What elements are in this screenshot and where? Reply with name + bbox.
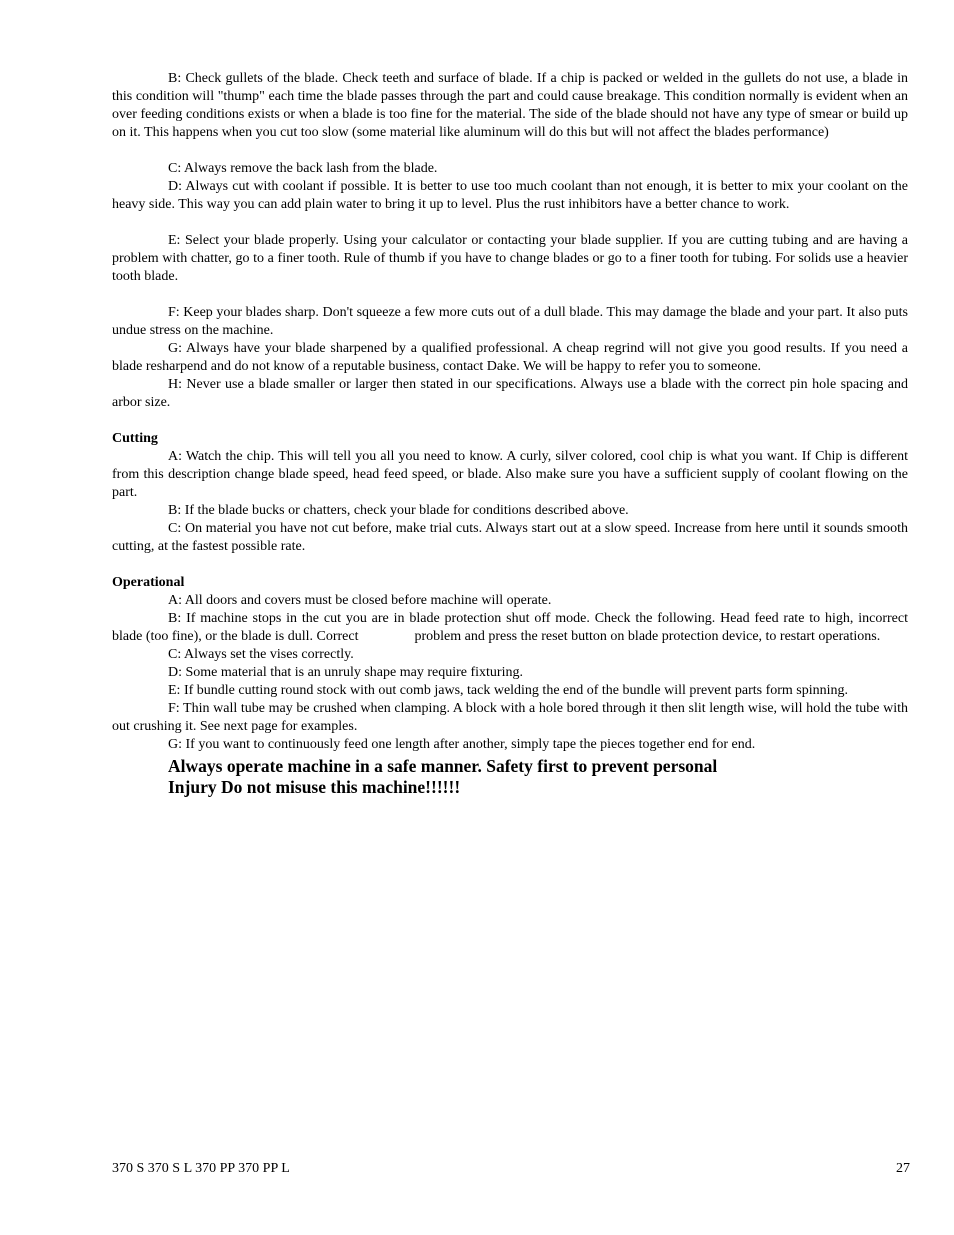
cutting-item-a: A: Watch the chip. This will tell you all you need to know. A curly, silver colored, cool chip is what you want. If Chip is different from this description change blade speed, head feed speed, or blade. Also make sure you have a sufficient supply of coolant flowing on the part. [112, 449, 908, 500]
blade-tip-d: D: Always cut with coolant if possible. It is better to use too much coolant than not enough, it is better to mix your coolant on the heavy side. This way you can add plain water to bring it up to level. Plus the rust inhibitors have a better chance to work. [112, 179, 908, 212]
blade-tip-c: C: Always remove the back lash from the blade. [168, 161, 438, 176]
safety-warning [168, 756, 908, 798]
cutting-item-c: C: On material you have not cut before, make trial cuts. Always start out at a slow speed. Increase from here until it sounds smooth cutting, at the fastest possible rate. [112, 521, 908, 554]
cutting-item-b: B: If the blade bucks or chatters, check your blade for conditions described above. [168, 503, 629, 518]
blade-tip-b: B: Check gullets of the blade. Check teeth and surface of blade. If a chip is packed or welded in the gullets do not use, a blade in this condition will "thump" each time the blade passes through the part and could cause breakage. This condition normally is evident when an over feeding conditions exists or when a blade is too fine for the material. The side of the blade should not have any type of smear or build up on it. This happens when you cut too slow (some material like aluminum will do this but will not affect the blades performance) [112, 71, 908, 140]
footer-models: 370 S 370 S L 370 PP 370 PP L [112, 1161, 290, 1176]
operational-item-b [112, 610, 908, 646]
operational-heading: Operational [112, 575, 185, 590]
safety-warning-line-1: Always operate machine in a safe manner. Safety first to prevent personal [168, 756, 718, 776]
operational-item-a: A: All doors and covers must be closed before machine will operate. [168, 593, 552, 608]
safety-warning-line-2: Injury Do not misuse this machine!!!!!! [168, 777, 461, 797]
blade-tip-g: G: Always have your blade sharpened by a qualified professional. A cheap regrind will not give you good results. If you need a blade resharpend and do not know of a reputable business, contact Dake. We will be happy to refer you to someone. [112, 341, 908, 374]
operational-item-c: C: Always set the vises correctly. [168, 647, 354, 662]
blade-tip-e: E: Select your blade properly. Using your calculator or contacting your blade supplier. If you are cutting tubing and are having a problem with chatter, go to a finer tooth. Rule of thumb if you have to change blades or go to a finer tooth for tubing. For solids use a heavier tooth blade. [112, 233, 908, 284]
operational-item-f: F: Thin wall tube may be crushed when clamping. A block with a hole bored through it then slit length wise, will hold the tube with out crushing it. See next page for examples. [112, 701, 908, 734]
page-footer [112, 1160, 910, 1178]
operational-item-b-part2: problem and press the reset button on blade protection device, to restart operations. [414, 629, 881, 644]
operational-item-e: E: If bundle cutting round stock with out comb jaws, tack welding the end of the bundle will prevent parts form spinning. [168, 683, 849, 698]
operational-item-b-part1: B: If machine stops in the cut you are in blade protection shut off mode. Check the following. Head feed rate to high, incorrect blade (too fine), or the blade is dull. Correct [112, 611, 908, 644]
operational-item-g: G: If you want to continuously feed one length after another, simply tape the pieces together end for end. [168, 737, 756, 752]
page-number: 27 [896, 1161, 910, 1176]
cutting-heading: Cutting [112, 431, 158, 446]
document-page [112, 70, 908, 798]
blade-tip-f: F: Keep your blades sharp. Don't squeeze a few more cuts out of a dull blade. This may damage the blade and your part. It also puts undue stress on the machine. [112, 305, 908, 338]
blade-tip-h: H: Never use a blade smaller or larger then stated in our specifications. Always use a blade with the correct pin hole spacing and arbor size. [112, 377, 908, 410]
operational-item-d: D: Some material that is an unruly shape may require fixturing. [168, 665, 523, 680]
